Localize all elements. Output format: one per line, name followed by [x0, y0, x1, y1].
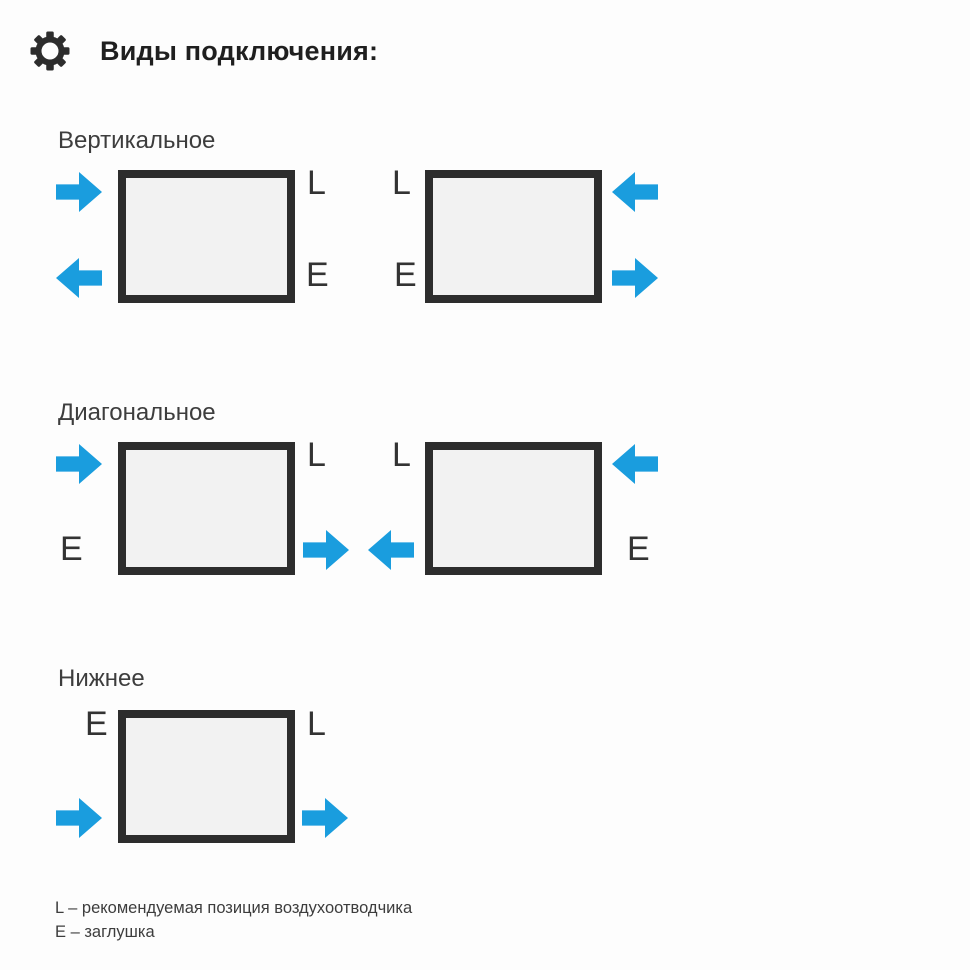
flow-out-arrow: [302, 798, 348, 838]
gear-icon: [29, 30, 71, 72]
port-label-air-vent: L: [307, 436, 326, 474]
port-label-plug: E: [306, 256, 329, 294]
port-label-plug: E: [627, 530, 650, 568]
section-title-bottom: Нижнее: [58, 665, 145, 692]
flow-in-arrow: [56, 172, 102, 212]
flow-in-arrow: [612, 444, 658, 484]
legend-line-plug: E – заглушка: [55, 923, 155, 941]
port-label-air-vent: L: [307, 705, 326, 743]
flow-out-arrow: [612, 258, 658, 298]
page-title: Виды подключения:: [100, 36, 379, 66]
port-label-plug: E: [394, 256, 417, 294]
port-label-air-vent: L: [392, 436, 411, 474]
flow-in-arrow: [56, 444, 102, 484]
flow-in-arrow: [612, 172, 658, 212]
section-title-vertical: Вертикальное: [58, 127, 216, 154]
radiator-box: [118, 710, 295, 843]
flow-in-arrow: [56, 798, 102, 838]
port-label-air-vent: L: [307, 164, 326, 202]
section-title-diagonal: Диагональное: [58, 399, 216, 426]
flow-out-arrow: [303, 530, 349, 570]
radiator-box: [425, 442, 602, 575]
flow-out-arrow: [56, 258, 102, 298]
radiator-box: [118, 442, 295, 575]
port-label-air-vent: L: [392, 164, 411, 202]
legend-line-air-vent: L – рекомендуемая позиция воздухоотводчика: [55, 899, 413, 917]
radiator-box: [425, 170, 602, 303]
flow-out-arrow: [368, 530, 414, 570]
radiator-box: [118, 170, 295, 303]
port-label-plug: E: [60, 530, 83, 568]
port-label-plug: E: [85, 705, 108, 743]
legend: [55, 896, 412, 944]
